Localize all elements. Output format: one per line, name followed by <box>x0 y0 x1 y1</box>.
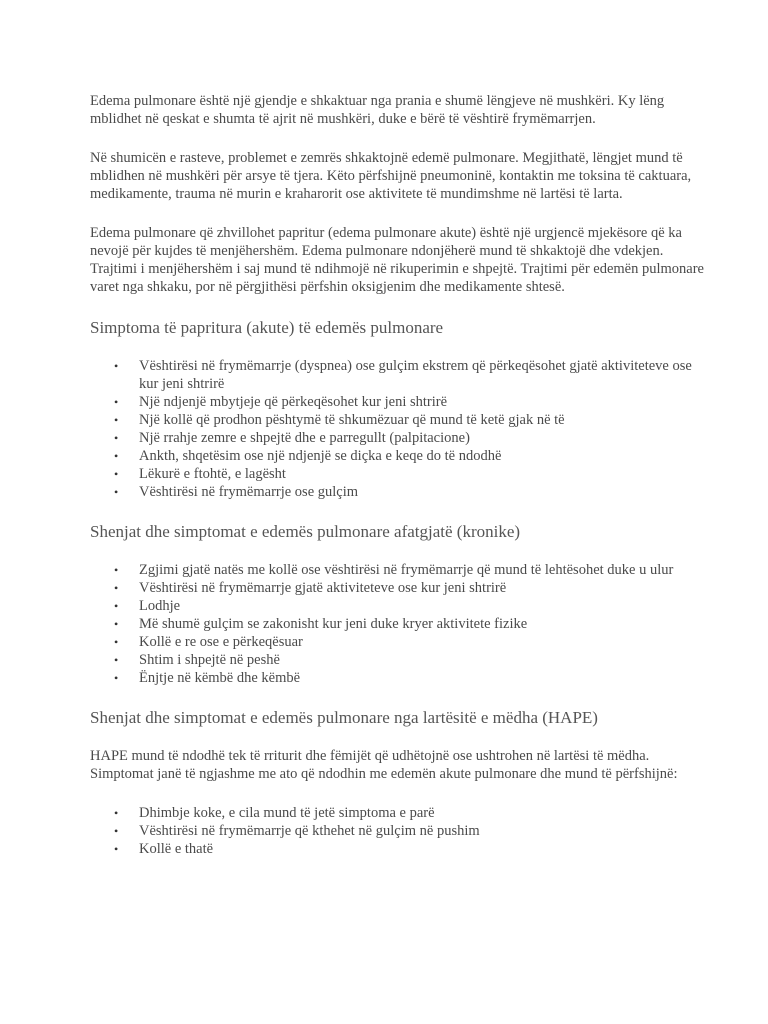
bullet-icon: • <box>114 449 119 463</box>
hape-symptoms-list <box>90 804 708 858</box>
bullet-icon: • <box>114 413 119 427</box>
list-item: • Një ndjenjë mbytjeje që përkeqësohet kur jeni shtrirë <box>114 394 448 410</box>
list-item: • Vështirësi në frymëmarrje ose gulçim <box>114 484 359 500</box>
intro-paragraph-1: Edema pulmonare është një gjendje e shkaktuar nga prania e shumë lëngjeve në mushkëri. Ky lëng mblidhet në qeskat e shumta të ajrit në mushkëri, duke e bërë të vështirë frymëmarrjen. <box>90 93 665 127</box>
bullet-icon: • <box>114 581 119 595</box>
chronic-symptoms-list <box>90 561 708 687</box>
list-item: • Lodhje <box>114 598 181 614</box>
list-item: • Vështirësi në frymëmarrje gjatë aktiviteteve ose kur jeni shtrirë <box>114 580 507 596</box>
bullet-icon: • <box>114 824 119 838</box>
bullet-icon: • <box>114 431 119 445</box>
bullet-icon: • <box>114 635 119 649</box>
list-item: • Vështirësi në frymëmarrje (dyspnea) ose gulçim ekstrem që përkeqësohet gjatë aktiviteteve ose kur jeni shtrirë <box>114 358 692 392</box>
bullet-icon: • <box>114 842 119 856</box>
section-heading-hape: Shenjat dhe simptomat e edemës pulmonare nga lartësitë e mëdha (HAPE) <box>90 708 598 727</box>
list-item: • Një rrahje zemre e shpejtë dhe e parregullt (palpitacione) <box>114 430 470 446</box>
bullet-icon: • <box>114 485 119 499</box>
bullet-icon: • <box>114 599 119 613</box>
acute-symptoms-list <box>90 357 708 501</box>
section-heading-acute: Simptoma të papritura (akute) të edemës pulmonare <box>90 318 444 337</box>
intro-paragraph-2: Në shumicën e rasteve, problemet e zemrës shkaktojnë edemë pulmonare. Megjithatë, lëngjet mund të mblidhen në mushkëri për arsye të tjera. Këto përfshijnë pneumoninë, kontaktin me toksina të caktuara, medikamente, trauma në murin e kraharorit ose aktivitete të mundimshme në lartësi të larta. <box>90 150 692 202</box>
list-item: • Lëkurë e ftohtë, e lagësht <box>114 466 286 482</box>
list-item: • Dhimbje koke, e cila mund të jetë simptoma e parë <box>114 805 435 821</box>
section-heading-chronic: Shenjat dhe simptomat e edemës pulmonare afatgjatë (kronike) <box>90 522 521 541</box>
bullet-icon: • <box>114 563 119 577</box>
bullet-icon: • <box>114 467 119 481</box>
bullet-icon: • <box>114 395 119 409</box>
hape-intro-paragraph: HAPE mund të ndodhë tek të rriturit dhe fëmijët që udhëtojnë ose ushtrohen në lartësi të mëdha. Simptomat janë të ngjashme me ato që ndodhin me edemën akute pulmonare dhe mund të përfshijnë: <box>90 748 678 782</box>
bullet-icon: • <box>114 671 119 685</box>
list-item: • Kollë e re ose e përkeqësuar <box>114 634 303 650</box>
list-item: • Vështirësi në frymëmarrje që kthehet në gulçim në pushim <box>114 823 480 839</box>
list-item: • Ankth, shqetësim ose një ndjenjë se diçka e keqe do të ndodhë <box>114 448 502 464</box>
bullet-icon: • <box>114 617 119 631</box>
list-item: • Më shumë gulçim se zakonisht kur jeni duke kryer aktivitete fizike <box>114 616 528 632</box>
intro-paragraph-3: Edema pulmonare që zhvillohet papritur (edema pulmonare akute) është një urgjencë mjekësore që ka nevojë për kujdes të menjëhershëm. Edema pulmonare ndonjëherë mund të shkaktojë dhe vdekjen. Trajtimi i menjëhershëm i saj mund të ndihmojë në rikuperimin e shpejtë. Trajtimi për edemën pulmonare varet nga shkaku, por në përgjithësi përfshin oksigjenim dhe medikamente shtesë. <box>90 225 704 295</box>
list-item: • Zgjimi gjatë natës me kollë ose vështirësi në frymëmarrje që mund të lehtësohet duke u ulur <box>114 562 674 578</box>
bullet-icon: • <box>114 806 119 820</box>
bullet-icon: • <box>114 359 119 373</box>
list-item: • Një kollë që prodhon pështymë të shkumëzuar që mund të ketë gjak në të <box>114 412 565 428</box>
bullet-icon: • <box>114 653 119 667</box>
list-item: • Ënjtje në këmbë dhe këmbë <box>114 670 301 686</box>
list-item: • Kollë e thatë <box>114 841 214 857</box>
list-item: • Shtim i shpejtë në peshë <box>114 652 280 668</box>
